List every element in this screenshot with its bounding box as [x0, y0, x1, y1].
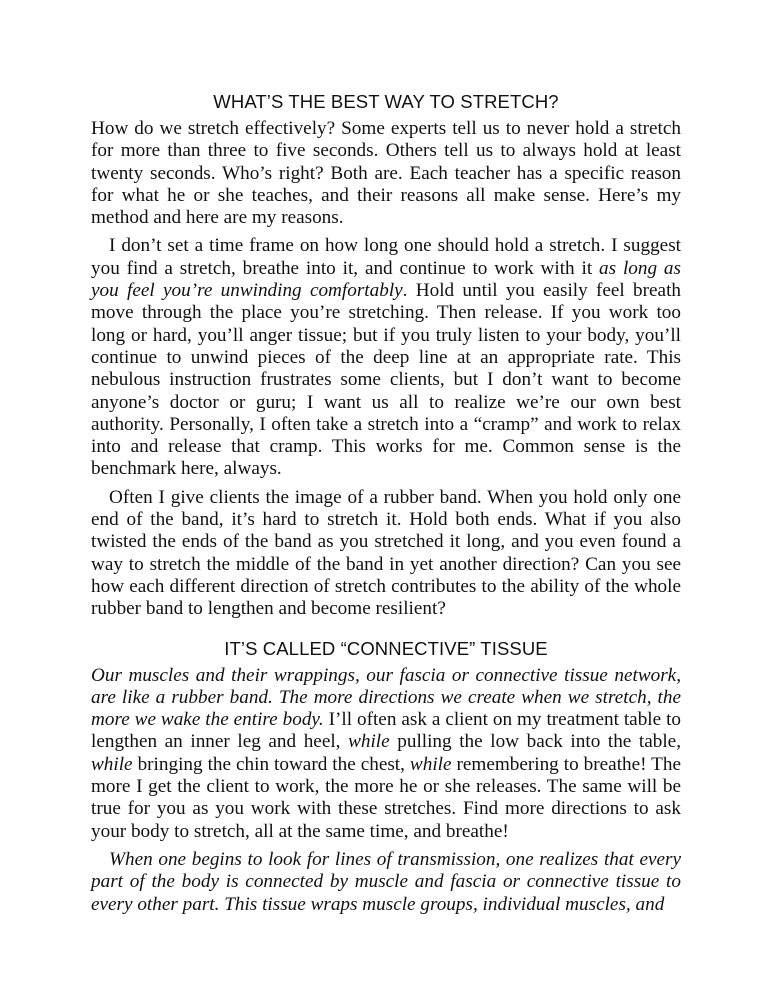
- text-run: . Hold until you easily feel breath move through the place you’re stretching. Then release. If you work too long or hard, you’ll anger tissue; but if you truly listen to your body, you’ll continue to unwind pieces of the deep line at an appropriate rate. This nebulous instruction frustrates some clients, but I don’t want to become anyone’s doctor or guru; I want us all to realize we’re our own best authority. Personally, I often take a stretch into a “cramp” and work to relax into and release that cramp. This works for me. Common sense is the benchmark here, always.: [91, 280, 681, 480]
- paragraph-transmission-quote: [91, 849, 681, 916]
- paragraph-rubber-band: Often I give clients the image of a rubber band. When you hold only one end of the band, it’s hard to stretch it. Hold both ends. What if you also twisted the ends of the band as you stretched it long, and you even found a way to stretch the middle of the band in yet another direction? Can you see how each different direction of stretch contributes to the ability of the whole rubber band to lengthen and become resilient?: [91, 486, 681, 620]
- text-run: I don’t set a time frame on how long one should hold a stretch. I suggest you find a stretch, breathe into it, and continue to work with it: [91, 235, 681, 279]
- text-run: bringing the chin toward the chest,: [132, 753, 410, 775]
- text-run: remembering to breathe! The more I get the client to work, the more he or she releases. The same will be true for you as you work with these stretches. Find more directions to ask your body to stretch, all at the same time, and breathe!: [91, 753, 681, 842]
- paragraph-fascia: [91, 665, 681, 843]
- section-heading-connective-tissue: IT’S CALLED “CONNECTIVE” TISSUE: [224, 637, 548, 659]
- emphasis-text: while: [348, 731, 390, 753]
- page-content: [91, 86, 681, 916]
- emphasis-text: while: [409, 753, 452, 775]
- paragraph-intro: How do we stretch effectively? Some experts tell us to never hold a stretch for more than three to five seconds. Others tell us to always hold at least twenty seconds. Who’s right? Both are. Each teacher has a specific reason for what he or she teaches, and their reasons all make sense. Here’s my method and here are my reasons.: [91, 118, 681, 229]
- emphasis-text: Our muscles and their wrappings, our fascia or connective tissue network, are like a rubber band. The more directions we create when we stretch, the more we wake the entire body.: [91, 664, 681, 731]
- emphasis-text: while: [91, 753, 133, 775]
- emphasis-text: When one begins to look for lines of transmission, one realizes that every part of the body is connected by muscle and fascia or connective tissue to every other part. This tissue wraps muscle groups, individual muscles, and: [91, 848, 681, 915]
- text-run: pulling the low back into the table,: [389, 731, 681, 753]
- emphasis-text: as long as you feel you’re unwinding comfortably: [91, 257, 681, 302]
- paragraph-time-frame: [91, 235, 681, 480]
- section-heading-stretch: WHAT’S THE BEST WAY TO STRETCH?: [213, 91, 559, 112]
- text-run: I’ll often ask a client on my treatment table to lengthen an inner leg and heel,: [91, 709, 681, 753]
